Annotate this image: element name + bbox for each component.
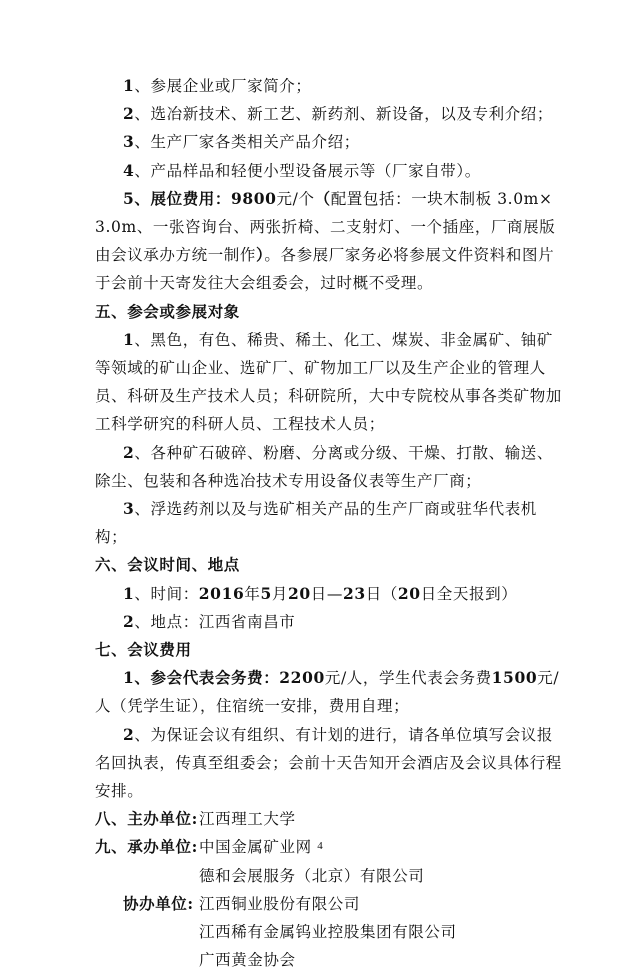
item-text: 、参展企业或厂家简介； (134, 77, 312, 95)
item-number: 4 (123, 160, 135, 180)
item-number: 2 (123, 104, 135, 124)
attendee-item-3 (95, 495, 565, 551)
meeting-time (95, 580, 565, 608)
item-text: 、为保证会议有组织、有计划的进行，请各单位填写会议报名回执表，传真至组委会；会前十天告知开会酒店及会议具体行程安排。 (95, 725, 562, 801)
co-organizer-value: 江西稀有金属钨业控股集团有限公司 (199, 923, 457, 942)
text-fragment: 月 (271, 584, 288, 603)
student-fee: 1500 (491, 668, 538, 688)
section-5-title: 五、参会或参展对象 (95, 301, 240, 321)
text-fragment: 年 (244, 584, 261, 603)
booth-fee-item (95, 185, 565, 298)
text-fragment: 日（ (365, 584, 398, 603)
item-text: 、生产厂家各类相关产品介绍； (134, 133, 360, 152)
delegate-fee: 2200 (279, 668, 325, 688)
item-number: 3 (123, 499, 135, 519)
year: 2016 (198, 583, 245, 603)
item-number: 3 (123, 132, 135, 152)
month: 5 (260, 583, 272, 603)
registration-day: 20 (397, 583, 421, 603)
item-text: 、浮选药剂以及与选矿相关产品的生产厂商或驻华代表机构； (95, 500, 537, 547)
host-organizer (95, 805, 565, 833)
host-value: 江西理工大学 (199, 810, 296, 829)
item-text: 、黑色，有色、稀贵、稀土、化工、煤炭、非金属矿、铀矿等领域的矿山企业、选矿厂、矿物加工厂以及生产企业的管理人员、科研及生产技术人员；科研院所，大中专院校从事各类矿物加工科学研究的科研人员、工程技术人员； (95, 330, 562, 434)
place-text: 、地点：江西省南昌市 (134, 612, 296, 631)
item-text: 、产品样品和轻便小型设备展示等（厂家自带）。 (134, 161, 481, 180)
paren-close: ） (256, 245, 265, 265)
time-label: 、时间： (134, 584, 199, 603)
item-number: 5 (123, 188, 135, 208)
item-number: 2 (123, 724, 135, 744)
co-organizer-value: 广西黄金协会 (199, 951, 296, 970)
co-organizers (95, 890, 565, 975)
fee-unit: 元/个 (276, 189, 315, 208)
undertaker-value: 德和会展服务（北京）有限公司 (199, 866, 425, 885)
item-number: 2 (123, 611, 135, 631)
undertaker-label: 九、承办单位: (95, 837, 198, 857)
co-organizer-label: 协办单位: (123, 893, 194, 913)
host-label: 八、主办单位: (95, 809, 198, 829)
undertaker-value: 中国金属矿业网 (199, 838, 312, 857)
item-text: 、选冶新技术、新工艺、新药剂、新设备，以及专利介绍； (134, 105, 553, 124)
fee-item-2 (95, 721, 565, 806)
item-number: 1 (123, 583, 135, 603)
start-day: 20 (287, 583, 311, 603)
item-number: 1 (123, 76, 135, 95)
text-fragment: 元/人（凭学生证），住宿统一安排，费用自理； (95, 669, 560, 716)
text-fragment: 日— (310, 584, 343, 603)
exhibit-item-4 (95, 157, 565, 185)
paren-open: （ (314, 188, 331, 208)
co-organizer-value: 江西铜业股份有限公司 (199, 894, 361, 913)
fee-label: 、参会代表会务费： (134, 668, 280, 688)
fee-amount: 9800 (231, 188, 277, 208)
text-fragment: 元/人，学生代表会务费 (324, 669, 492, 688)
end-day: 23 (342, 583, 366, 603)
booth-config: 配置包括：一块木制板 3.0m×3.0m、一张咨询台、两张折椅、二支射灯、一个插座，厂商展版由会议承办方统一制作 (95, 189, 556, 265)
text-fragment: 日全天报到） (420, 584, 518, 603)
fee-item-1 (95, 664, 565, 720)
page-number: 4 (317, 840, 323, 852)
attendee-item-1 (95, 326, 565, 439)
item-number: 1 (123, 668, 135, 688)
item-text: 、各种矿石破碎、粉磨、分离或分级、干燥、打散、输送、除尘、包装和各种选冶技术专用设备仪表等生产厂商； (95, 443, 553, 490)
section-7-title: 七、会议费用 (95, 640, 192, 660)
exhibit-item-2 (95, 100, 565, 128)
item-number: 1 (123, 329, 135, 349)
section-6-title: 六、会议时间、地点 (95, 555, 240, 575)
item-number: 2 (123, 442, 135, 462)
fee-label: 、展位费用： (134, 188, 231, 208)
attendee-item-2 (95, 439, 565, 495)
exhibit-item-1 (95, 72, 565, 100)
meeting-place (95, 608, 565, 636)
exhibit-item-3 (95, 128, 565, 156)
fee-note: 。各参展厂家务必将参展文件资料和图片于会前十天寄发往大会组委会，过时概不受理。 (95, 246, 555, 293)
